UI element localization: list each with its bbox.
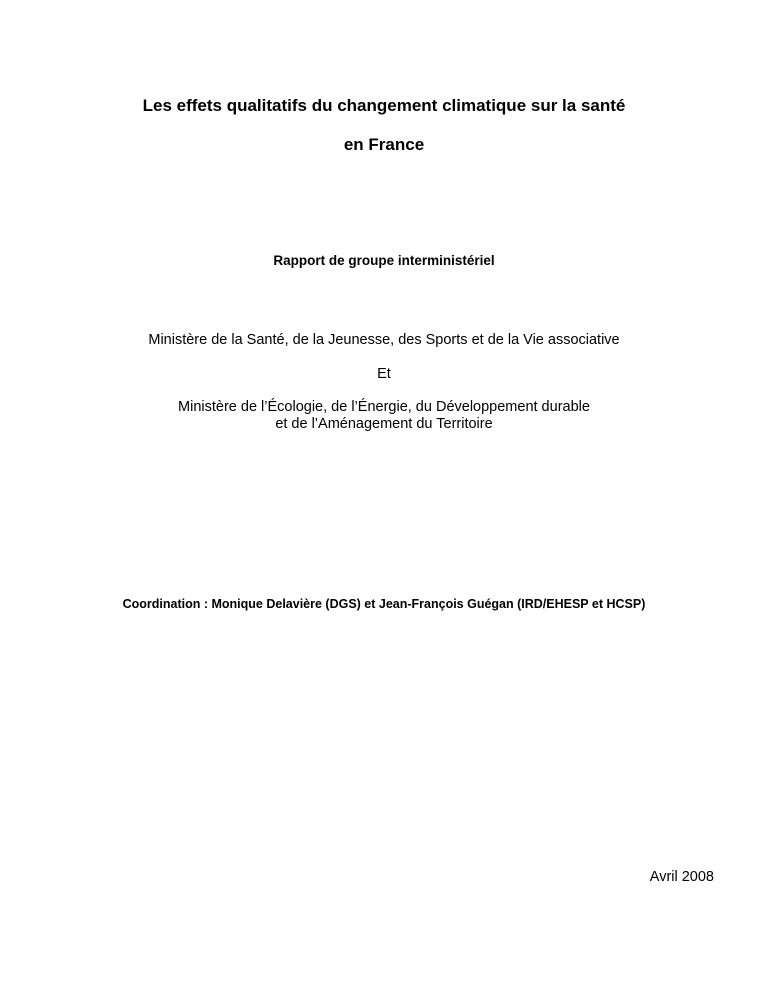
title-line-1: Les effets qualitatifs du changement climatique sur la santé: [142, 96, 626, 115]
ministry-2-line-2: et de l’Aménagement du Territoire: [275, 416, 493, 432]
ministry-1: Ministère de la Santé, de la Jeunesse, des Sports et de la Vie associative: [148, 332, 620, 348]
coordination: Coordination : Monique Delavière (DGS) et Jean-François Guégan (IRD/EHESP et HCSP): [122, 597, 646, 611]
conjunction: Et: [377, 366, 391, 382]
report-type: Rapport de groupe interministériel: [273, 253, 495, 268]
title-line-2: en France: [343, 135, 425, 154]
publication-date: Avril 2008: [649, 869, 714, 885]
ministry-2-line-1: Ministère de l’Écologie, de l’Énergie, du Développement durable: [178, 399, 590, 415]
